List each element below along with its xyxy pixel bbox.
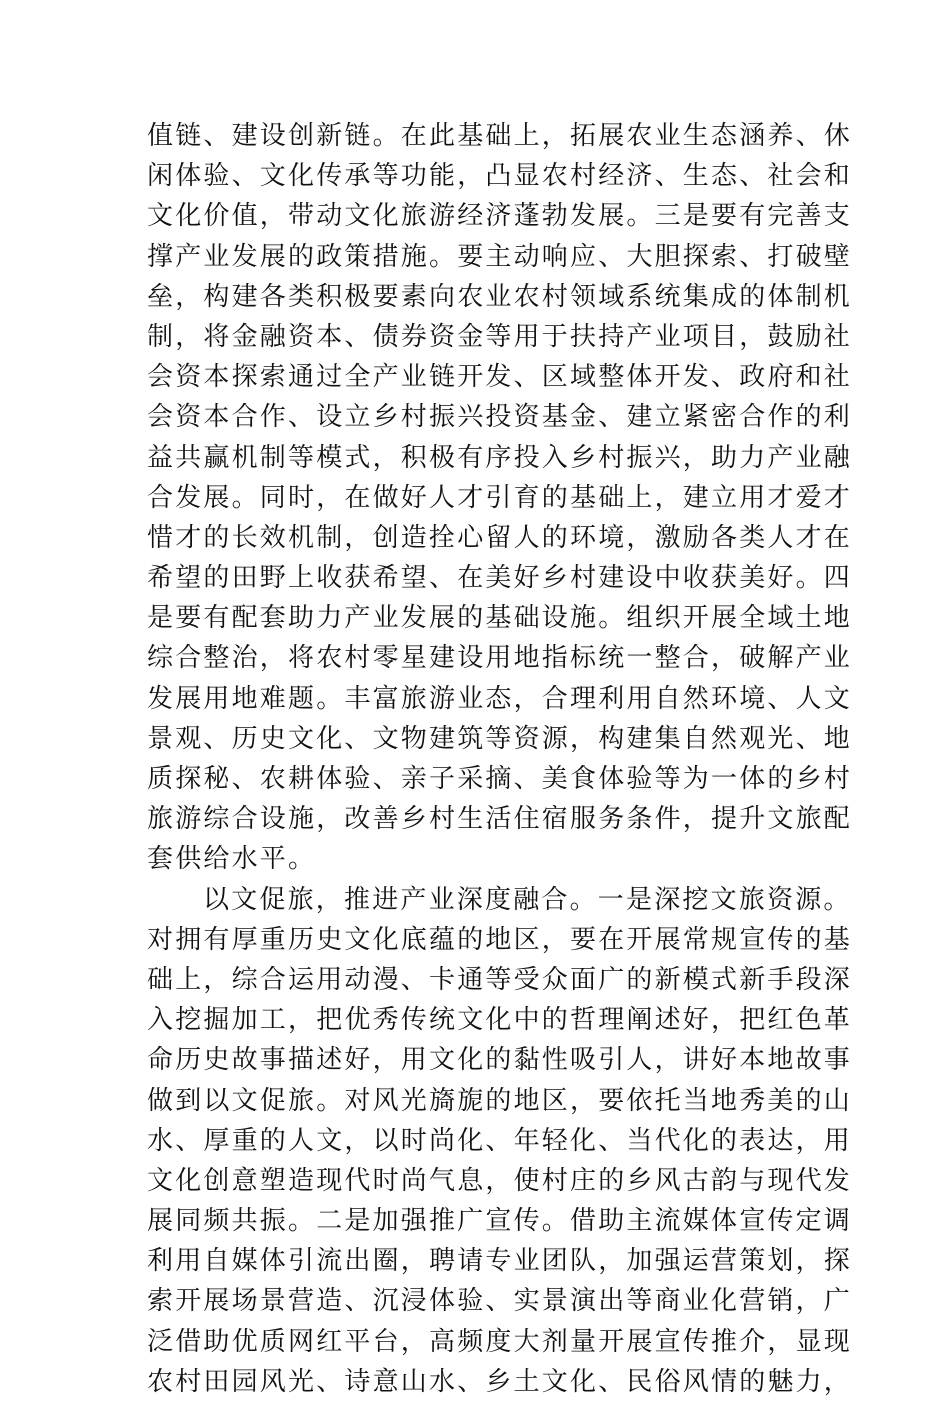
text-line: 文化价值，带动文化旅游经济蓬勃发展。三是要有完善支 bbox=[147, 201, 853, 232]
body-text bbox=[147, 116, 853, 1402]
text-line: 命历史故事描述好，用文化的黏性吸引人，讲好本地故事 bbox=[147, 1045, 853, 1076]
text-line: 撑产业发展的政策措施。要主动响应、大胆探索、打破壁 bbox=[147, 241, 853, 272]
text-line: 对拥有厚重历史文化底蕴的地区，要在开展常规宣传的基 bbox=[147, 924, 853, 955]
text-line: 会资本探索通过全产业链开发、区域整体开发、政府和社 bbox=[147, 362, 853, 393]
text-line: 垒，构建各类积极要素向农业农村领域系统集成的体制机 bbox=[147, 281, 853, 312]
text-line: 会资本合作、设立乡村振兴投资基金、建立紧密合作的利 bbox=[147, 402, 853, 433]
text-line: 农村田园风光、诗意山水、乡土文化、民俗风情的魅力， bbox=[147, 1366, 853, 1397]
text-line: 是要有配套助力产业发展的基础设施。组织开展全域土地 bbox=[147, 603, 853, 634]
text-line: 制，将金融资本、债券资金等用于扶持产业项目，鼓励社 bbox=[147, 321, 853, 352]
text-line: 础上，综合运用动漫、卡通等受众面广的新模式新手段深 bbox=[147, 964, 853, 995]
text-line: 水、厚重的人文，以时尚化、年轻化、当代化的表达，用 bbox=[147, 1125, 853, 1156]
text-line: 利用自媒体引流出圈，聘请专业团队，加强运营策划，探 bbox=[147, 1246, 853, 1277]
text-line: 希望的田野上收获希望、在美好乡村建设中收获美好。四 bbox=[147, 563, 853, 594]
text-line: 值链、建设创新链。在此基础上，拓展农业生态涵养、休 bbox=[147, 121, 853, 151]
text-line: 展同频共振。二是加强推广宣传。借助主流媒体宣传定调 bbox=[147, 1206, 853, 1237]
text-line: 文化创意塑造现代时尚气息，使村庄的乡风古韵与现代发 bbox=[147, 1165, 853, 1196]
text-line: 索开展场景营造、沉浸体验、实景演出等商业化营销，广 bbox=[147, 1286, 853, 1317]
text-line: 发展用地难题。丰富旅游业态，合理利用自然环境、人文 bbox=[147, 683, 853, 714]
text-line: 合发展。同时，在做好人才引育的基础上，建立用才爱才 bbox=[147, 482, 853, 513]
text-line: 旅游综合设施，改善乡村生活住宿服务条件，提升文旅配 bbox=[147, 804, 853, 835]
text-line: 综合整治，将农村零星建设用地指标统一整合，破解产业 bbox=[147, 643, 853, 674]
text-line: 套供给水平。 bbox=[147, 844, 317, 875]
text-line: 入挖掘加工，把优秀传统文化中的哲理阐述好，把红色革 bbox=[147, 1005, 853, 1036]
text-line: 景观、历史文化、文物建筑等资源，构建集自然观光、地 bbox=[147, 723, 853, 754]
text-line: 质探秘、农耕体验、亲子采摘、美食体验等为一体的乡村 bbox=[147, 764, 853, 794]
text-line: 泛借助优质网红平台，高频度大剂量开展宣传推介，显现 bbox=[147, 1326, 853, 1357]
paragraph-first-line: 以文促旅，推进产业深度融合。一是深挖文旅资源。 bbox=[203, 884, 852, 915]
text-line: 做到以文促旅。对风光旖旎的地区，要依托当地秀美的山 bbox=[147, 1085, 853, 1116]
text-line: 益共赢机制等模式，积极有序投入乡村振兴，助力产业融 bbox=[147, 442, 853, 473]
text-line: 闲体验、文化传承等功能，凸显农村经济、生态、社会和 bbox=[147, 161, 853, 192]
text-line: 惜才的长效机制，创造拴心留人的环境，激励各类人才在 bbox=[147, 522, 853, 553]
